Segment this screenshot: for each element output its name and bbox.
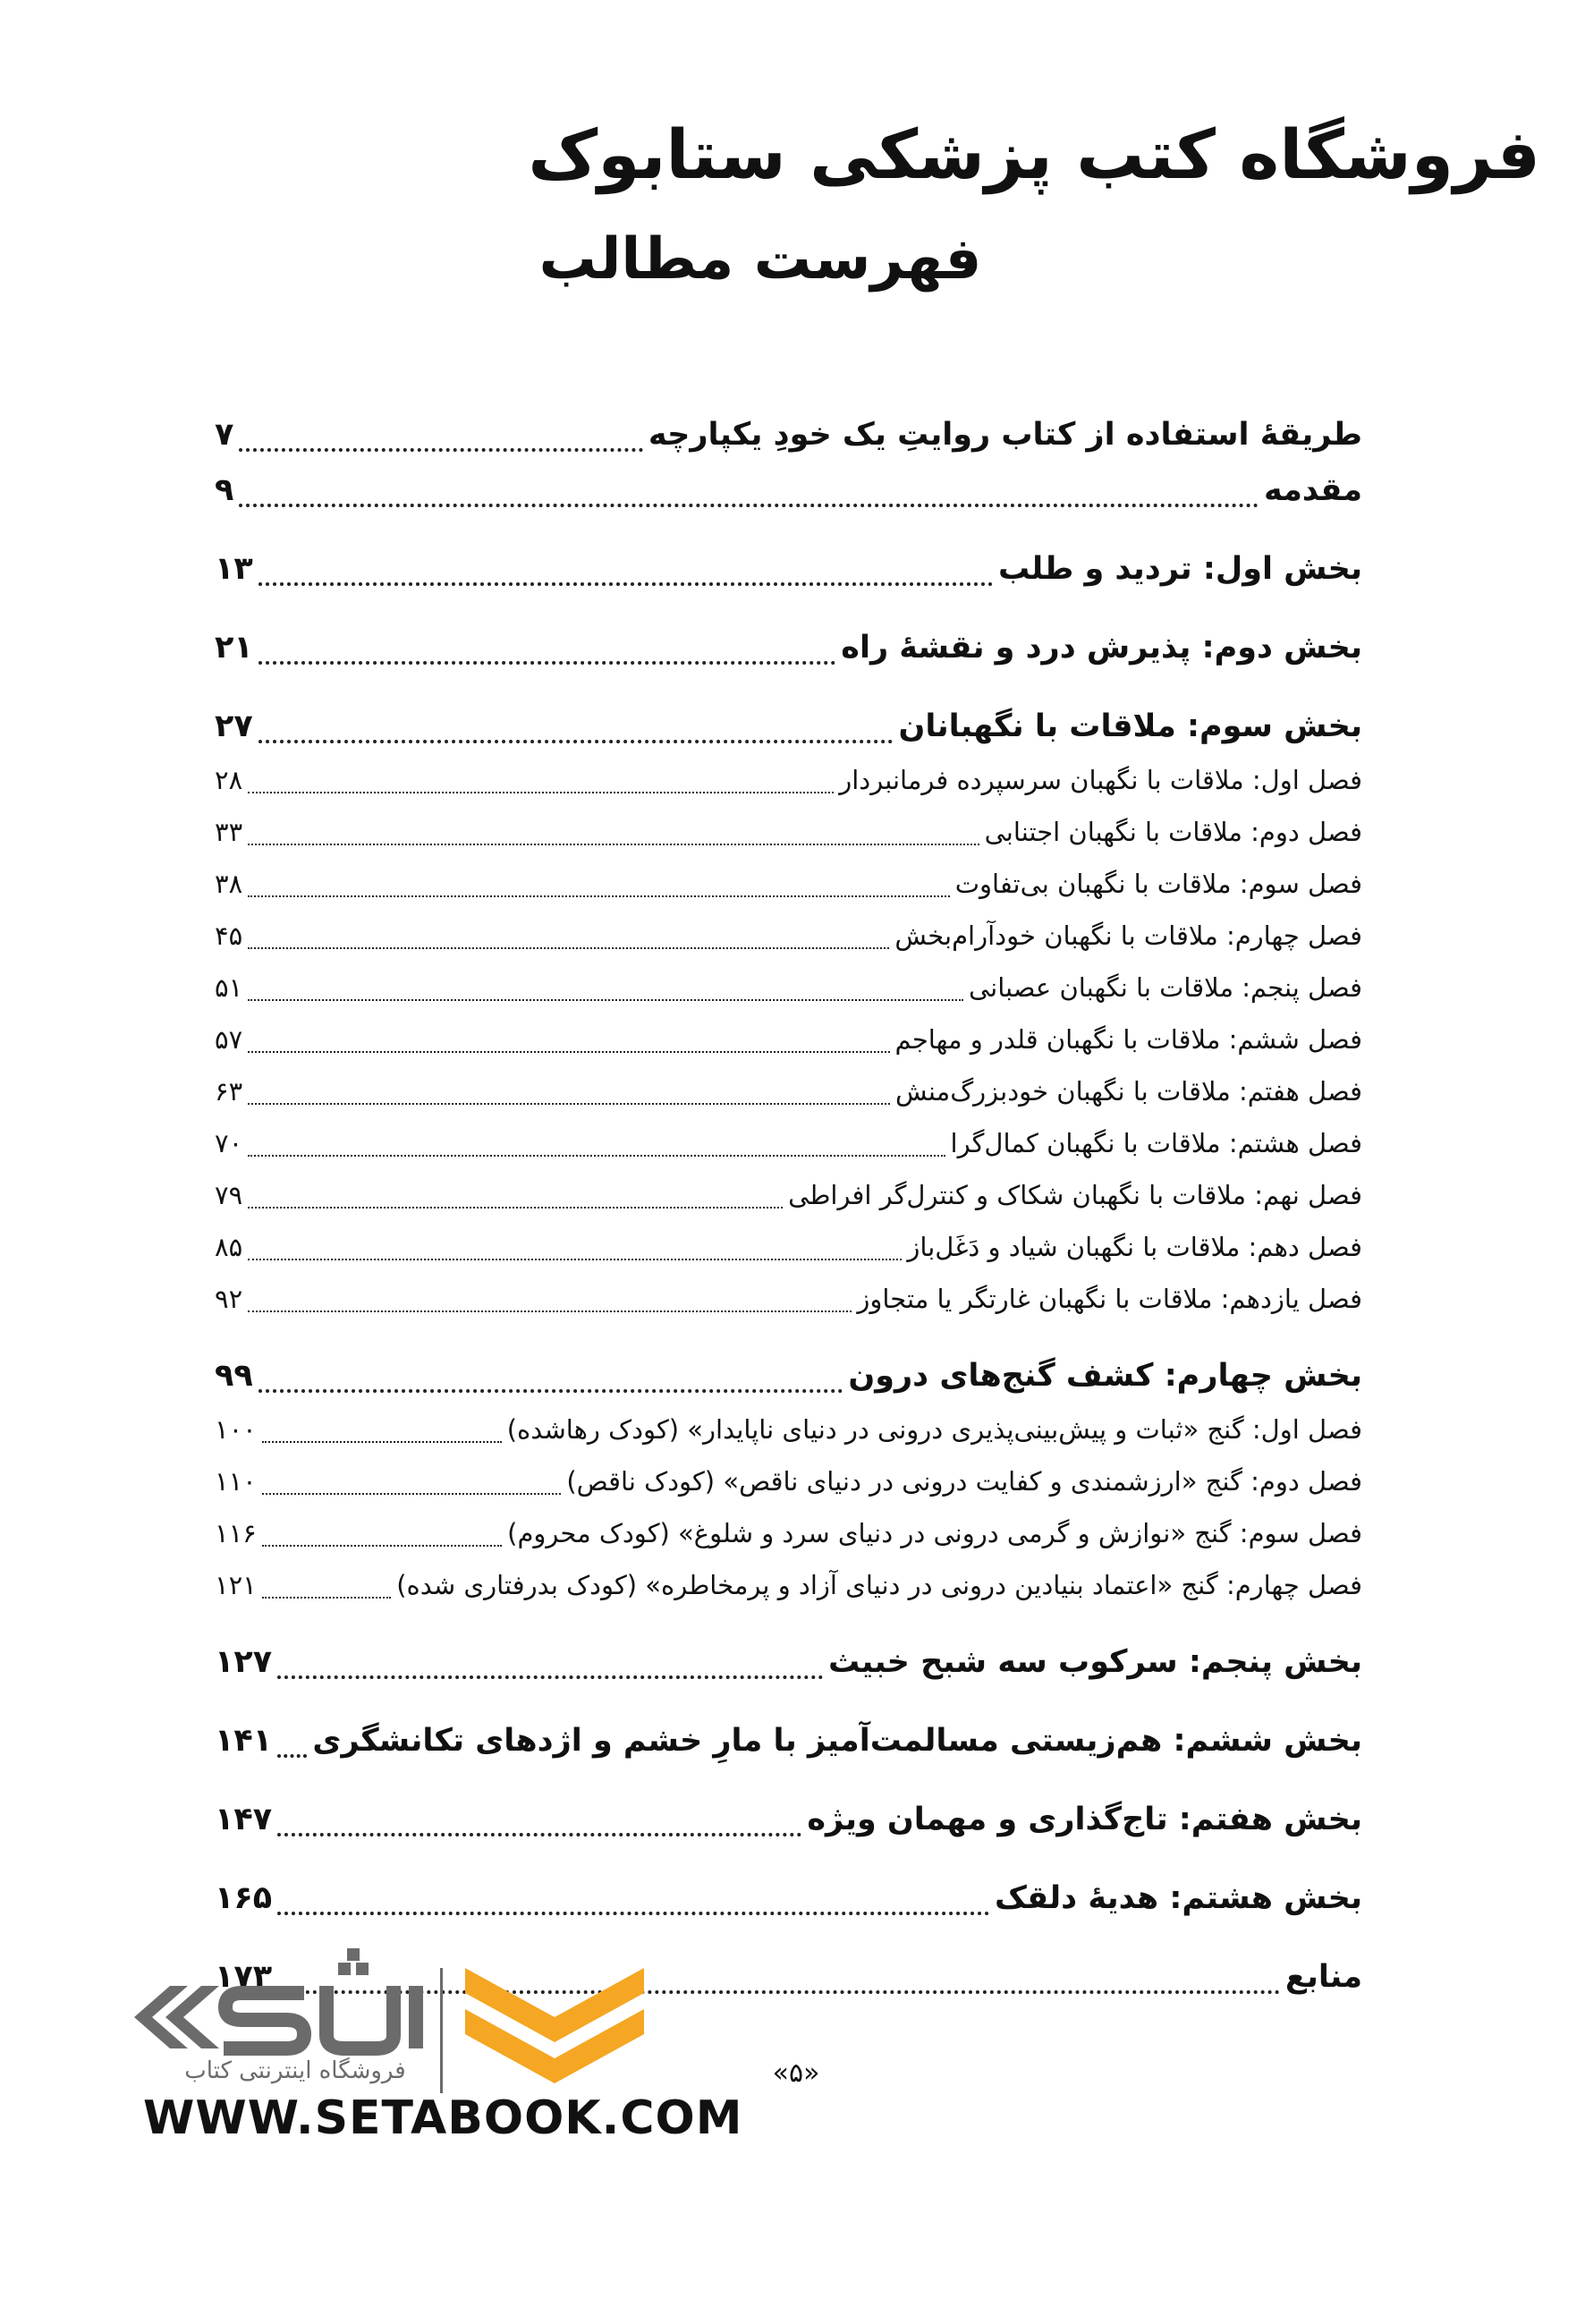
dot-leader bbox=[248, 947, 889, 949]
toc-entry-page: ۱۶۵ bbox=[215, 1880, 273, 1916]
logo-tagline: فروشگاه اینترنتی کتاب bbox=[184, 2057, 406, 2084]
toc-entry-label: فصل چهارم: ملاقات با نگهبان خودآرام‌بخش bbox=[894, 920, 1362, 951]
toc-section-entry bbox=[215, 407, 1362, 462]
toc-entry-page: ۱۲۷ bbox=[215, 1644, 273, 1680]
setabook-wordmark-icon bbox=[224, 1986, 416, 2048]
toc-entry-label: فصل دهم: ملاقات با نگهبان شیاد و دَغَل‌باز bbox=[907, 1232, 1362, 1262]
toc-entry-page: ۲۸ bbox=[215, 765, 243, 795]
dot-leader bbox=[259, 740, 894, 743]
dot-leader bbox=[248, 1103, 890, 1105]
toc-entry-page: ۲۷ bbox=[215, 708, 253, 744]
dot-leader bbox=[277, 1675, 823, 1679]
toc-entry-page: ۹ bbox=[215, 472, 234, 508]
toc-entry-label: فصل ششم: ملاقات با نگهبان قلدر و مهاجم bbox=[894, 1024, 1362, 1055]
toc-section-entry bbox=[215, 1713, 1362, 1768]
toc-chapter-entry bbox=[215, 1221, 1362, 1273]
toc-entry-page: ۸۵ bbox=[215, 1232, 243, 1262]
dot-leader bbox=[248, 895, 950, 897]
toc-entry-page: ۹۲ bbox=[215, 1284, 243, 1314]
website-url: WWW.SETABOOK.COM bbox=[143, 2091, 743, 2145]
toc-chapter-entry bbox=[215, 1117, 1362, 1169]
toc-section-entry bbox=[215, 620, 1362, 675]
dot-icon bbox=[338, 1948, 369, 1975]
toc-entry-label: بخش پنجم: سرکوب سه شبح خبیث bbox=[828, 1644, 1362, 1680]
toc-entry-label: فصل اول: گنج «ثبات و پیش‌بینی‌پذیری درونی در دنیای ناپایدار» (کودک رهاشده) bbox=[506, 1414, 1362, 1445]
toc-entry-page: ۳۸ bbox=[215, 869, 243, 899]
toc-entry-page: ۵۷ bbox=[215, 1024, 243, 1055]
toc-entry-page: ۱۷۳ bbox=[215, 1959, 273, 1995]
toc-entry-page: ۱۳ bbox=[215, 551, 253, 587]
dot-leader bbox=[239, 504, 1259, 507]
dot-leader bbox=[262, 1597, 391, 1599]
toc-entry-page: ۱۰۰ bbox=[215, 1414, 257, 1445]
toc-section-entry bbox=[215, 1634, 1362, 1690]
toc-entry-page: ۲۱ bbox=[215, 630, 253, 666]
toc-chapter-entry bbox=[215, 806, 1362, 858]
toc-entry-label: بخش هشتم: هدیهٔ دلقک bbox=[995, 1880, 1362, 1916]
toc-entry-label: بخش ششم: هم‌زیستی مسالمت‌آمیز با مارِ خشم و اژدهای تکانشگری bbox=[312, 1723, 1362, 1759]
toc-chapter-entry bbox=[215, 1404, 1362, 1455]
toc-section-entry bbox=[215, 541, 1362, 597]
toc-section-entry bbox=[215, 699, 1362, 754]
toc-entry-label: بخش دوم: پذیرش درد و نقشهٔ راه bbox=[841, 630, 1362, 666]
dot-leader bbox=[248, 999, 963, 1001]
page-number: «۵» bbox=[772, 2057, 820, 2089]
dot-leader bbox=[239, 448, 643, 452]
dot-leader bbox=[248, 1310, 852, 1312]
toc-section-entry bbox=[215, 462, 1362, 518]
toc-chapter-entry bbox=[215, 962, 1362, 1014]
dot-leader bbox=[248, 792, 834, 793]
toc-entry-label: فصل دوم: ملاقات با نگهبان اجتنابی bbox=[984, 817, 1362, 847]
dot-leader bbox=[262, 1441, 502, 1443]
toc-entry-page: ۶۳ bbox=[215, 1076, 243, 1107]
toc-chapter-entry bbox=[215, 858, 1362, 910]
toc-entry-page: ۱۱۰ bbox=[215, 1466, 257, 1497]
dot-leader bbox=[277, 1754, 307, 1758]
dot-leader bbox=[248, 1051, 889, 1053]
toc-entry-label: بخش چهارم: کشف گنج‌های درون bbox=[848, 1358, 1362, 1394]
toc-entry-page: ۱۴۷ bbox=[215, 1802, 273, 1837]
dot-leader bbox=[262, 1545, 502, 1547]
toc-entry-label: فصل دوم: گنج «ارزشمندی و کفایت درونی در دنیای ناقص» (کودک ناقص) bbox=[566, 1466, 1362, 1497]
toc-entry-label: بخش اول: تردید و طلب bbox=[998, 551, 1362, 587]
store-title: فروشگاه کتب پزشکی ستابوک bbox=[528, 115, 1540, 194]
toc-entry-page: ۷۹ bbox=[215, 1180, 243, 1210]
toc-entry-page: ۱۲۱ bbox=[215, 1570, 257, 1600]
chevron-left-icon bbox=[134, 1986, 219, 2048]
toc-section-entry bbox=[215, 1792, 1362, 1847]
dot-leader bbox=[259, 661, 836, 665]
toc-chapter-entry bbox=[215, 910, 1362, 962]
toc-chapter-entry bbox=[215, 1507, 1362, 1559]
dot-leader bbox=[248, 1155, 945, 1157]
toc-chapter-entry bbox=[215, 1559, 1362, 1611]
toc-entry-label: بخش هفتم: تاج‌گذاری و مهمان ویژه bbox=[807, 1802, 1362, 1837]
toc-entry-label: طریقهٔ استفاده از کتاب روایتِ یک خودِ یکپارچه bbox=[648, 417, 1362, 453]
toc-entry-page: ۴۵ bbox=[215, 920, 243, 951]
toc-entry-label: فصل پنجم: ملاقات با نگهبان عصبانی bbox=[968, 972, 1362, 1003]
dot-leader bbox=[248, 1207, 783, 1209]
dot-leader bbox=[262, 1493, 562, 1495]
logo-divider bbox=[440, 1968, 443, 2093]
toc-chapter-entry bbox=[215, 1065, 1362, 1117]
toc-entry-label: منابع bbox=[1284, 1959, 1362, 1995]
toc-chapter-entry bbox=[215, 1014, 1362, 1065]
table-of-contents bbox=[215, 407, 1362, 2005]
toc-entry-page: ۷ bbox=[215, 417, 234, 453]
dot-leader bbox=[248, 1259, 902, 1260]
toc-entry-page: ۷۰ bbox=[215, 1128, 243, 1158]
toc-chapter-entry bbox=[215, 1455, 1362, 1507]
toc-heading: فهرست مطالب bbox=[538, 226, 982, 293]
dot-leader bbox=[259, 1389, 843, 1393]
dot-leader bbox=[277, 1912, 989, 1915]
toc-entry-label: فصل هفتم: ملاقات با نگهبان خودبزرگ‌منش bbox=[894, 1076, 1362, 1107]
toc-chapter-entry bbox=[215, 754, 1362, 806]
toc-entry-page: ۱۴۱ bbox=[215, 1723, 273, 1759]
toc-entry-page: ۹۹ bbox=[215, 1358, 253, 1394]
toc-entry-label: فصل اول: ملاقات با نگهبان سرسپرده فرمانبردار bbox=[839, 765, 1362, 795]
toc-chapter-entry bbox=[215, 1169, 1362, 1221]
dot-leader bbox=[248, 844, 979, 845]
toc-entry-label: فصل سوم: ملاقات با نگهبان بی‌تفاوت bbox=[954, 869, 1362, 899]
toc-entry-label: فصل نهم: ملاقات با نگهبان شکاک و کنترل‌گر افراطی bbox=[788, 1180, 1362, 1210]
toc-entry-label: فصل هشتم: ملاقات با نگهبان کمال‌گرا bbox=[950, 1128, 1362, 1158]
toc-section-entry bbox=[215, 1348, 1362, 1404]
toc-section-entry bbox=[215, 1870, 1362, 1926]
toc-entry-page: ۵۱ bbox=[215, 972, 243, 1003]
dot-leader bbox=[259, 582, 993, 586]
toc-entry-page: ۱۱۶ bbox=[215, 1518, 257, 1548]
toc-entry-label: فصل چهارم: گنج «اعتماد بنیادین درونی در دنیای آزاد و پرمخاطره» (کودک بدرفتاری شده) bbox=[396, 1570, 1362, 1600]
dot-leader bbox=[277, 1833, 801, 1836]
toc-entry-page: ۳۳ bbox=[215, 817, 243, 847]
toc-entry-label: فصل سوم: گنج «نوازش و گرمی درونی در دنیای سرد و شلوغ» (کودک محروم) bbox=[507, 1518, 1362, 1548]
toc-entry-label: فصل یازدهم: ملاقات با نگهبان غارتگر یا متجاوز bbox=[857, 1284, 1362, 1314]
toc-entry-label: مقدمه bbox=[1264, 472, 1362, 508]
toc-chapter-entry bbox=[215, 1273, 1362, 1325]
toc-entry-label: بخش سوم: ملاقات با نگهبانان bbox=[898, 708, 1362, 744]
